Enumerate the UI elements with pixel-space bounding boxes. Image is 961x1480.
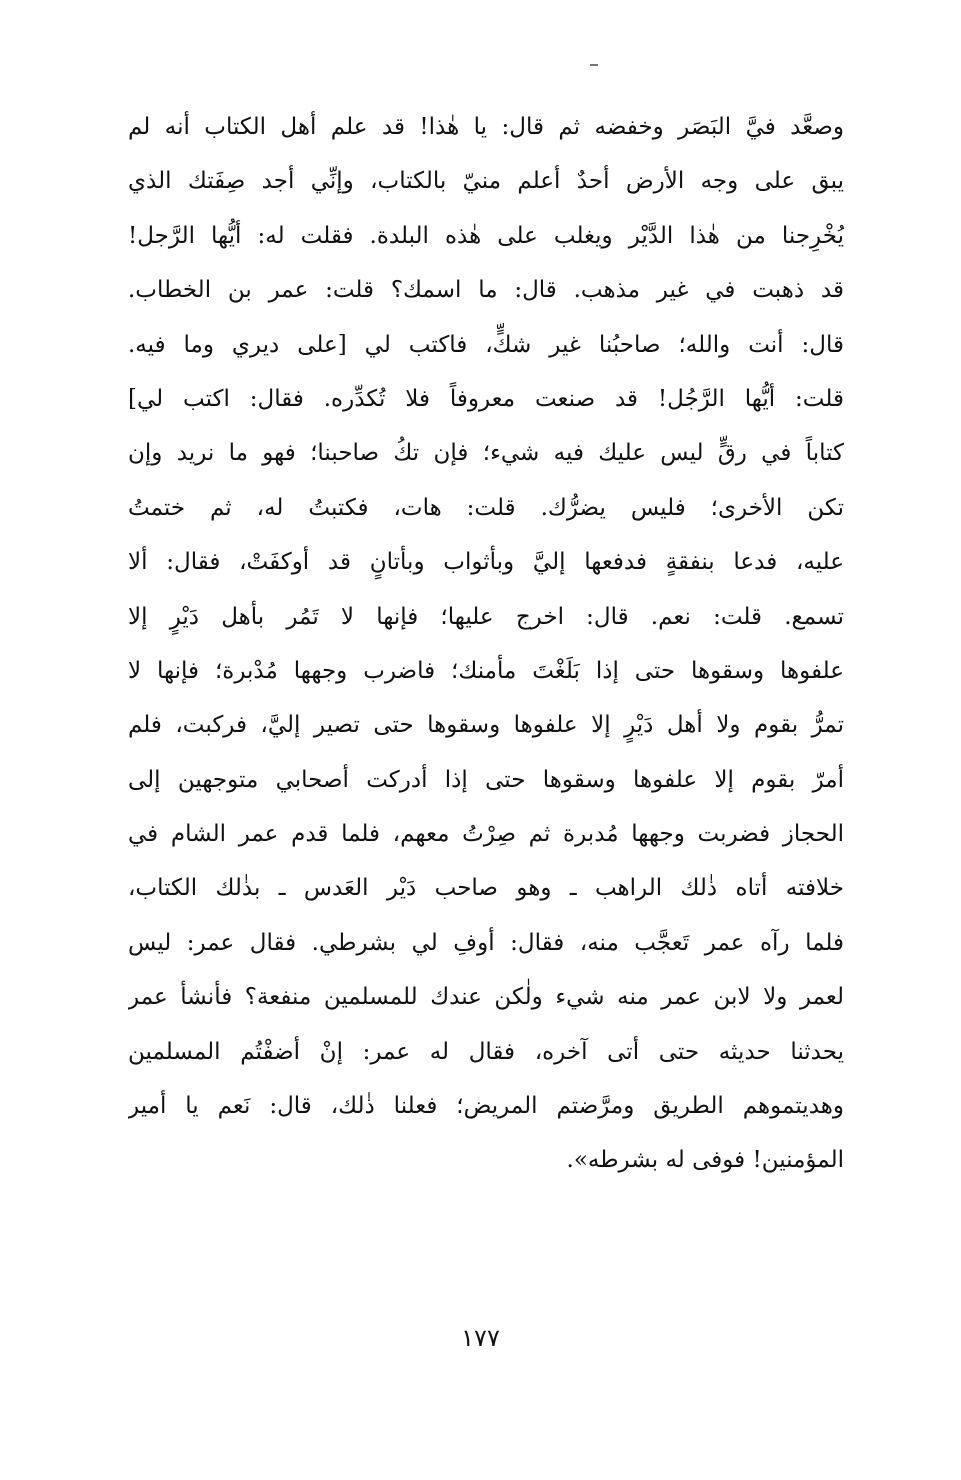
text-line: فلما رآه عمر تَعجَّب منه، فقال: أوفِ لي بشرطي. فقال عمر: ليس	[128, 929, 844, 956]
text-line: يبق على وجه الأرض أحدٌ أعلم منيّ بالكتاب، وإنِّي أجد صِفَتك الذي	[128, 168, 844, 195]
text-line: وصعَّد فيَّ البَصَر وخفضه ثم قال: يا هٰذا! قد علم أهل الكتاب أنه لم	[128, 114, 844, 140]
page-number: ١٧٧	[461, 1324, 500, 1352]
text-line: يُخْرِجنا من هٰذا الدَّيْر ويغلب على هٰذه البلدة. فقلت له: أيُّها الرَّجل!	[128, 222, 844, 249]
text-line: كتاباً في رقٍّ ليس عليك فيه شيء؛ فإن تكُ صاحبنا؛ فهو ما نريد وإن	[128, 440, 844, 467]
text-line: قلت: أيُّها الرَّجُل! قد صنعت معروفاً فلا تُكدِّره. فقال: اكتب لي]	[128, 385, 844, 412]
body-text	[128, 100, 844, 1188]
text-line: علفوها وسقوها حتى إذا بَلَغْتَ مأمنك؛ فاضرب وجهها مُدْبرة؛ فإنها لا	[128, 657, 844, 684]
text-line-last: المؤمنين! فوفى له بشرطه».	[566, 1147, 844, 1174]
text-line: تمرُّ بقوم ولا أهل دَيْرٍ إلا علفوها وسقوها حتى تصير إليَّ، فركبت، فلم	[128, 712, 844, 739]
top-mark	[590, 64, 598, 66]
text-line: خلافته أتاه ذٰلك الراهب ـ وهو صاحب دَيْر العَدس ـ بذٰلك الكتاب،	[128, 875, 844, 902]
text-line: قد ذهبت في غير مذهب. قال: ما اسمك؟ قلت: عمر بن الخطاب.	[128, 277, 844, 304]
text-line: قال: أنت والله؛ صاحبُنا غير شكٍّ، فاكتب لي [على ديري وما فيه.	[128, 331, 844, 358]
text-line: عليه، فدعا بنفقةٍ فدفعها إليَّ وبأثواب وبأتانٍ قد أوكفَتْ، فقال: ألا	[128, 549, 844, 576]
text-line: تسمع. قلت: نعم. قال: اخرج عليها؛ فإنها لا تَمُر بأهل دَيْرٍ إلا	[128, 603, 844, 630]
text-line: يحدثنا حديثه حتى أتى آخره، فقال له عمر: إنْ أضفْتُم المسلمين	[128, 1038, 844, 1065]
text-line: أمرّ بقوم إلا علفوها وسقوها حتى إذا أدركت أصحابي متوجهين إلى	[128, 766, 844, 793]
text-line: وهديتموهم الطريق ومرَّضتم المريض؛ فعلنا ذٰلك، قال: نَعم يا أمير	[128, 1093, 844, 1120]
text-line: الحجاز فضربت وجهها مُدبرة ثم صِرْتُ معهم، فلما قدم عمر الشام في	[128, 821, 844, 848]
text-line: لعمر ولا لابن عمر منه شيء ولٰكن عندك للمسلمين منفعة؟ فأنشأ عمر	[128, 984, 844, 1011]
text-line: تكن الأخرى؛ فليس يضرُّك. قلت: هات، فكتبتُ له، ثم ختمتُ	[128, 494, 844, 521]
